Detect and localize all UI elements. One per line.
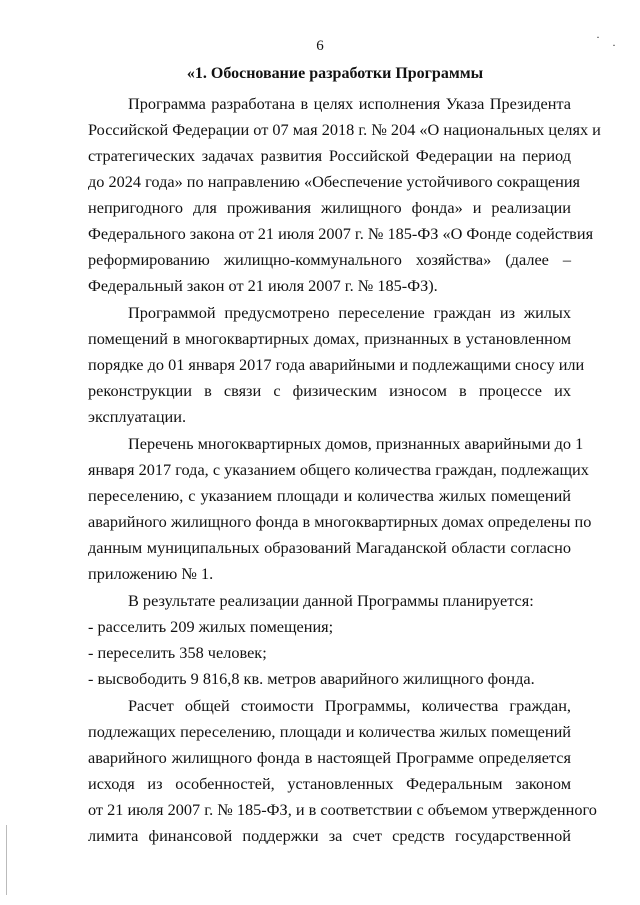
paragraph-1-line-8: Федеральный закон от 21 июля 2007 г. № 185-ФЗ). [88,276,438,295]
paragraph-4-line-1: В результате реализации данной Программы планируется: [128,591,534,610]
paragraph-1-line-4: до 2024 года» по направлению «Обеспечение устойчивого сокращения [88,172,581,191]
paragraph-1-line-3: стратегических задачах развития Российской Федерации на период [88,146,571,165]
final-paragraph-line-3: аварийного жилищного фонда в настоящей Программе определяется [88,748,571,767]
result-item-1: - расселить 209 жилых помещения; [88,617,334,636]
paragraph-3-line-1: Перечень многоквартирных домов, признанных аварийными до 1 [128,434,584,453]
paragraph-2-line-4: реконструкции в связи с физическим износом в процессе их [88,381,571,400]
paragraph-1-line-5: непригодного для проживания жилищного фонда» и реализации [88,198,571,217]
paragraph-3-line-5: данным муниципальных образований Магаданской области согласно [88,538,571,557]
page-number: 6 [316,38,324,54]
final-paragraph-line-5: от 21 июля 2007 г. № 185-ФЗ, и в соответствии с объемом утвержденного [88,800,597,819]
paragraph-2-line-2: помещений в многоквартирных домах, признанных в установленном [88,329,571,348]
paragraph-2-line-5: эксплуатации. [88,407,187,426]
paragraph-3-line-3: переселению, с указанием площади и количества жилых помещений [88,486,571,505]
scan-edge-line [6,825,7,895]
paragraph-1-line-1: Программа разработана в целях исполнения Указа Президента [128,94,571,113]
result-item-2: - переселить 358 человек; [88,643,267,662]
paragraph-2-line-3: порядке до 01 января 2017 года аварийными и подлежащими сносу или [88,355,585,374]
paragraph-3-line-6: приложению № 1. [88,564,214,583]
section-heading: «1. Обоснование разработки Программы [186,65,484,82]
paragraph-1-line-6: Федерального закона от 21 июля 2007 г. № 185-ФЗ «О Фонде содействия [88,224,594,243]
paragraph-1-line-2: Российской Федерации от 07 мая 2018 г. № 204 «О национальных целях и [88,120,601,139]
scan-mark: · [596,30,600,44]
final-paragraph-line-2: подлежащих переселению, площади и количества жилых помещений [88,722,571,741]
paragraph-1-line-7: реформированию жилищно-коммунального хозяйства» (далее – [88,250,571,269]
result-item-3: - высвободить 9 816,8 кв. метров аварийного жилищного фонда. [88,669,535,688]
final-paragraph-line-1: Расчет общей стоимости Программы, количества граждан, [128,696,571,715]
scan-mark: · [612,38,616,52]
final-paragraph-line-6: лимита финансовой поддержки за счет средств государственной [88,826,571,845]
final-paragraph-line-4: исходя из особенностей, установленных Федеральным законом [88,774,571,793]
paragraph-3-line-4: аварийного жилищного фонда в многоквартирных домах определены по [88,512,592,531]
paragraph-3-line-2: января 2017 года, с указанием общего количества граждан, подлежащих [88,460,589,479]
paragraph-2-line-1: Программой предусмотрено переселение граждан из жилых [128,303,571,322]
